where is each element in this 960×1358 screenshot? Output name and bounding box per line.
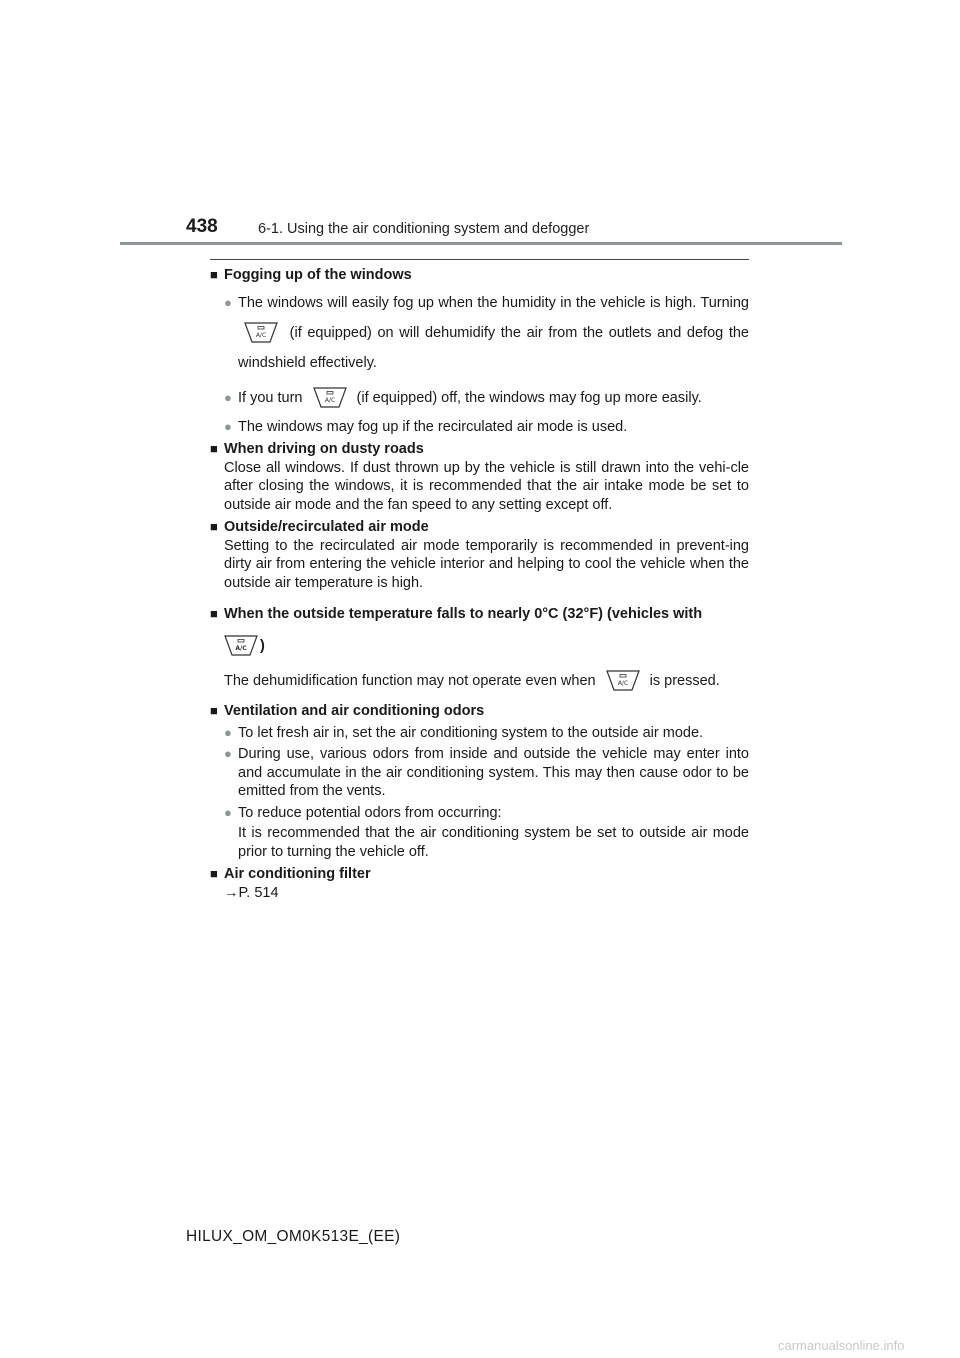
paragraph: The dehumidification function may not operate even when is pressed. <box>224 666 749 696</box>
page-number: 438 <box>186 216 218 237</box>
content-body <box>210 266 749 902</box>
list-item: ● The windows may fog up if the recirculated air mode is used. <box>224 418 628 435</box>
chapter-title: 6-1. Using the air conditioning system and defogger <box>258 221 590 237</box>
ac-button-icon <box>606 670 640 692</box>
list-item: ● If you turn (if equipped) off, the windows may fog up more easily. <box>224 384 749 412</box>
circle-bullet-icon: ● <box>224 294 232 310</box>
square-bullet-icon: ■ <box>210 267 218 282</box>
list-item: ● The windows will easily fog up when the humidity in the vehicle is high. Turning (if equipped) on will dehumidify the air from the outlets and defog the windshield effectively. <box>224 288 749 378</box>
circle-bullet-icon: ● <box>224 746 232 761</box>
square-bullet-icon: ■ <box>210 606 218 621</box>
document-code: HILUX_OM_OM0K513E_(EE) <box>186 1228 401 1245</box>
section-heading-dusty: ■ When driving on dusty roads <box>210 441 424 457</box>
square-bullet-icon: ■ <box>210 441 218 456</box>
ac-button-icon <box>313 387 347 409</box>
section-rule <box>210 259 749 260</box>
list-item: ● During use, various odors from inside and outside the vehicle may enter into and accumulate in the air conditioning system. This may then cause odor to be emitted from the vents. <box>224 746 749 799</box>
sub-paragraph: It is recommended that the air conditioning system be set to outside air mode prior to turning the vehicle off. <box>238 825 749 860</box>
paragraph: Close all windows. If dust thrown up by the vehicle is still drawn into the vehi-cle after closing the windows, it is recommended that the air intake mode be set to outside air mode and the fan speed to any setting except off. <box>224 459 749 513</box>
square-bullet-icon: ■ <box>210 519 218 534</box>
ac-button-icon <box>224 635 258 657</box>
section-heading-cold: ■ When the outside temperature falls to nearly 0°C (32°F) (vehicles with ) <box>210 598 749 662</box>
list-item: ● To reduce potential odors from occurring: <box>224 804 502 821</box>
circle-bullet-icon: ● <box>224 389 232 405</box>
square-bullet-icon: ■ <box>210 866 218 881</box>
page-reference-link[interactable]: →P. 514 <box>224 884 279 901</box>
section-heading-odors: ■ Ventilation and air conditioning odors <box>210 703 485 719</box>
ac-button-icon <box>244 322 278 344</box>
section-heading-filter: ■ Air conditioning filter <box>210 866 371 882</box>
square-bullet-icon: ■ <box>210 703 218 718</box>
circle-bullet-icon: ● <box>224 724 232 740</box>
circle-bullet-icon: ● <box>224 804 232 820</box>
section-heading-fogging: ■ Fogging up of the windows <box>210 267 412 283</box>
list-item: ● To let fresh air in, set the air conditioning system to the outside air mode. <box>224 724 704 741</box>
watermark: carmanualsonline.info <box>778 1338 905 1353</box>
section-heading-recirc: ■ Outside/recirculated air mode <box>210 519 429 535</box>
paragraph: Setting to the recirculated air mode temporarily is recommended in prevent-ing dirty air from entering the vehicle interior and helping to cool the vehicle when the outside air temperature is high. <box>224 537 749 591</box>
header-rule <box>120 242 842 245</box>
circle-bullet-icon: ● <box>224 418 232 434</box>
